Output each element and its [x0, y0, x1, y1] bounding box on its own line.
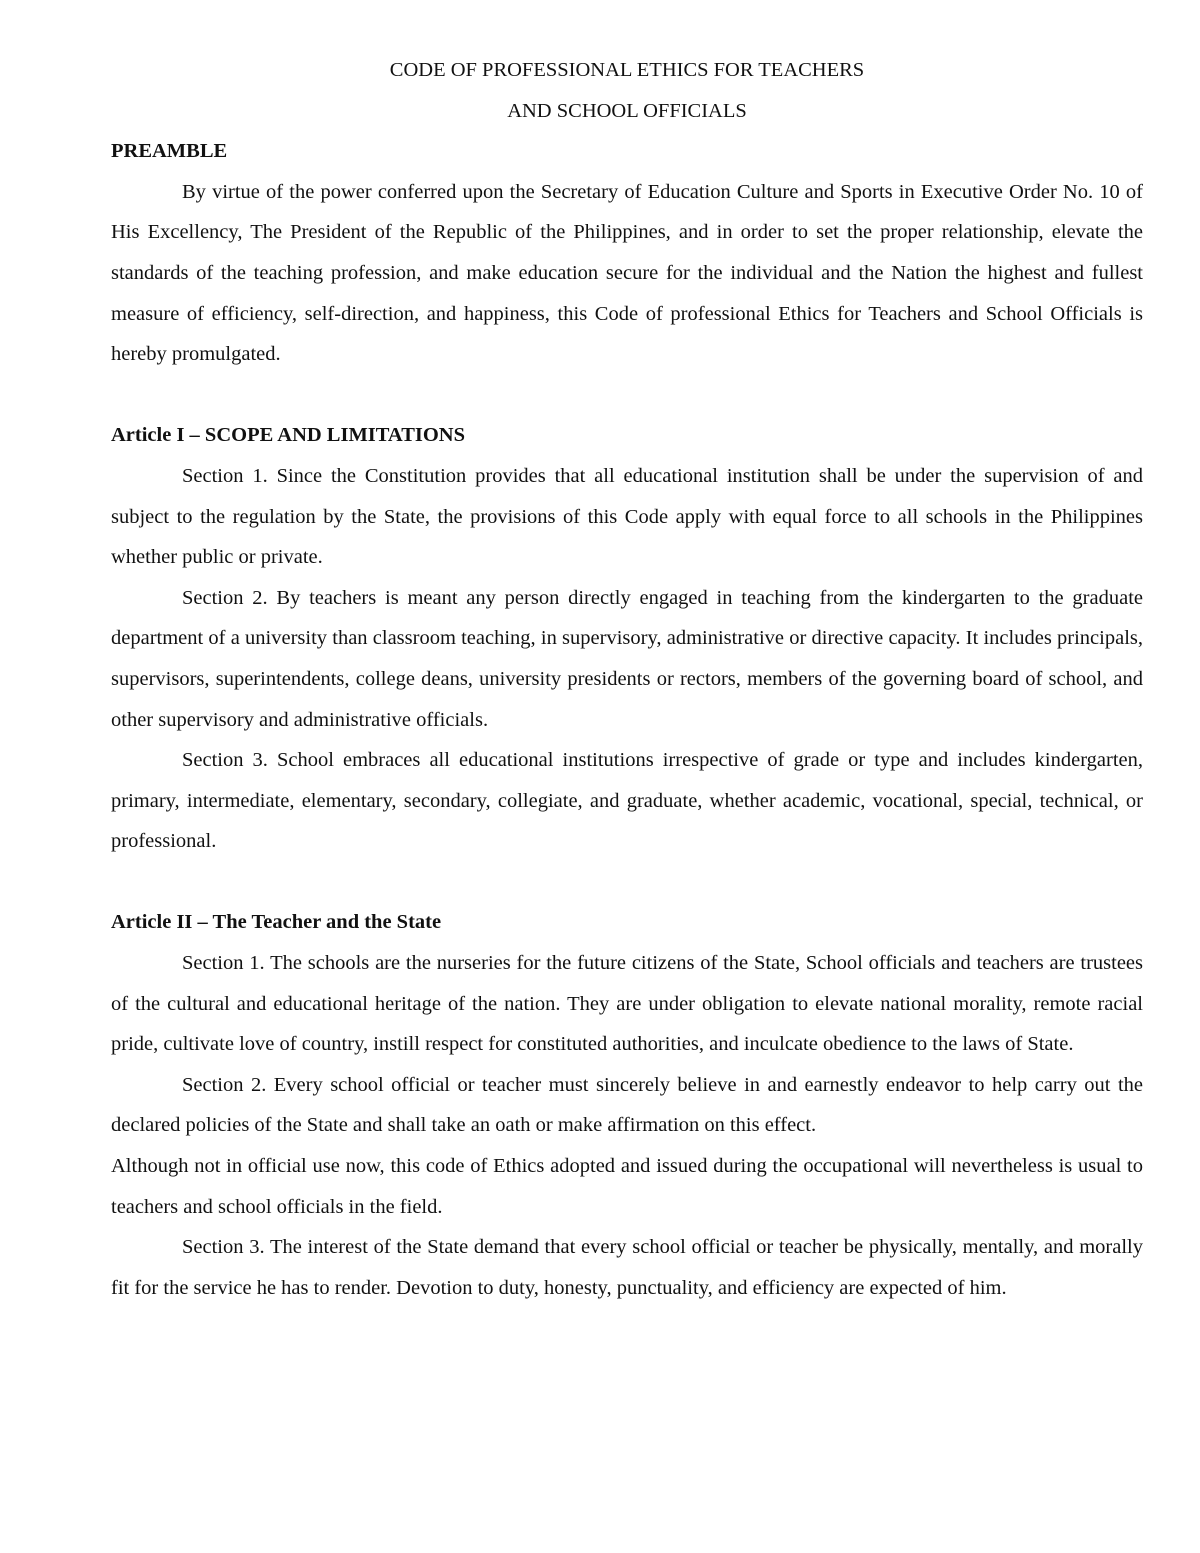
document-page — [111, 50, 1143, 1308]
article-1-section-2: Section 2. By teachers is meant any person directly engaged in teaching from the kindergarten to the graduate department of a university than classroom teaching, in supervisory, administrative or directive capacity. It includes principals, supervisors, superintendents, college deans, university presidents or rectors, members of the governing board of school, and other supervisory and administrative officials. — [111, 586, 1143, 731]
article-2-heading: Article II – The Teacher and the State — [111, 911, 442, 934]
spacer — [111, 862, 1143, 903]
article-1-heading: Article I – SCOPE AND LIMITATIONS — [111, 424, 466, 447]
preamble-text: By virtue of the power conferred upon the Secretary of Education Culture and Sports in Executive Order No. 10 of His Excellency, The President of the Republic of the Philippines, and in order to set the proper relationship, elevate the standards of the teaching profession, and make education secure for the individual and the Nation the highest and fullest measure of efficiency, self-direction, and happiness, this Code of professional Ethics for Teachers and School Officials is hereby promulgated. — [111, 180, 1143, 366]
article-2-section-3: Section 3. The interest of the State demand that every school official or teacher be physically, mentally, and morally fit for the service he has to render. Devotion to duty, honesty, punctuality, and efficiency are expected of him. — [111, 1236, 1143, 1299]
article-1-section-1: Section 1. Since the Constitution provides that all educational institution shall be under the supervision of and subject to the regulation by the State, the provisions of this Code apply with equal force to all schools in the Philippines whether public or private. — [111, 464, 1143, 569]
article-2-section-1: Section 1. The schools are the nurseries for the future citizens of the State, School officials and teachers are trustees of the cultural and educational heritage of the nation. They are under obligation to elevate national morality, remote racial pride, cultivate love of country, instill respect for constituted authorities, and inculcate obedience to the laws of State. — [111, 952, 1143, 1056]
document-title-line-2: AND SCHOOL OFFICIALS — [507, 99, 747, 122]
article-2-note: Although not in official use now, this code of Ethics adopted and issued during the occupational will nevertheless is usual to teachers and school officials in the field. — [111, 1155, 1143, 1218]
article-2-section-2: Section 2. Every school official or teacher must sincerely believe in and earnestly endeavor to help carry out the declared policies of the State and shall take an oath or make affirmation on this effect. — [111, 1073, 1143, 1137]
document-title-line-1: CODE OF PROFESSIONAL ETHICS FOR TEACHERS — [389, 59, 865, 81]
article-1-section-3: Section 3. School embraces all educational institutions irrespective of grade or type and includes kindergarten, primary, intermediate, elementary, secondary, collegiate, and graduate, whether academic, vocational, special, technical, or professional. — [111, 749, 1143, 853]
preamble-heading: PREAMBLE — [111, 140, 228, 163]
spacer — [111, 375, 1143, 416]
